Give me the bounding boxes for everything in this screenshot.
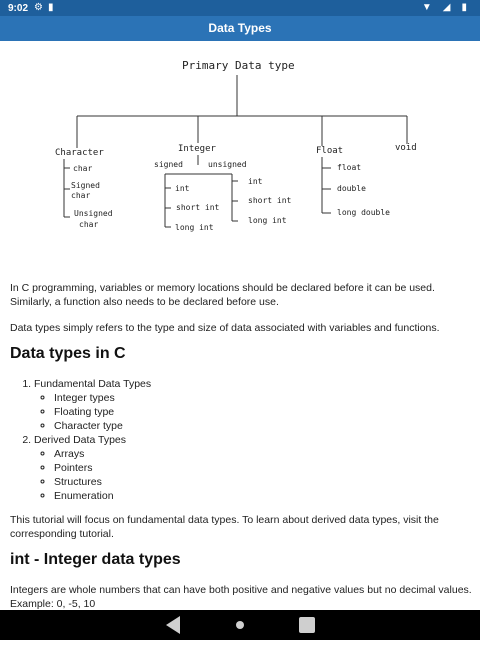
integer-label: Integer bbox=[178, 144, 216, 154]
signed-label: signed bbox=[154, 160, 183, 169]
signal-icon: ◢ bbox=[442, 2, 451, 13]
back-icon bbox=[166, 616, 180, 634]
diagram-title: Primary Data type bbox=[182, 59, 295, 72]
app-bar-title: Data Types bbox=[208, 21, 272, 35]
signed-item-short-int: short int bbox=[176, 203, 220, 212]
list-item: ◦ Enumeration bbox=[54, 489, 472, 503]
character-item-unsigned: Unsigned bbox=[74, 209, 113, 218]
status-bar bbox=[0, 0, 480, 16]
definition-paragraph: Data types simply refers to the type and size of data associated with variables and functions. bbox=[10, 322, 440, 334]
navigation-bar bbox=[0, 610, 480, 640]
content-scroll-area[interactable] bbox=[0, 41, 480, 610]
home-icon bbox=[236, 621, 244, 629]
character-item-char: char bbox=[73, 164, 93, 173]
signed-item-int: int bbox=[175, 184, 190, 193]
intro-paragraph: In C programming, variables or memory locations should be declared before it can be used. Similarly, a function also needs to be declared before use. bbox=[10, 282, 435, 308]
status-time: 9:02 bbox=[8, 2, 29, 14]
unsigned-label: unsigned bbox=[208, 160, 247, 169]
sd-card-icon: ▮ bbox=[47, 2, 54, 13]
data-type-diagram bbox=[0, 41, 480, 271]
list-item bbox=[34, 433, 472, 503]
unsigned-item-short-int: short int bbox=[248, 196, 292, 205]
focus-paragraph: This tutorial will focus on fundamental data types. To learn about derived data types, visit the corresponding tutorial. bbox=[10, 514, 439, 540]
unsigned-item-long-int: long int bbox=[248, 216, 287, 225]
list-item: ◦ Floating type bbox=[54, 405, 472, 419]
float-label: Float bbox=[316, 146, 344, 156]
character-item-signed-char: char bbox=[71, 191, 91, 200]
list-item-fundamental: Fundamental Data Types bbox=[34, 378, 152, 390]
data-types-list bbox=[34, 377, 472, 503]
float-item-long-double: long double bbox=[337, 208, 390, 217]
gear-icon: ⚙ bbox=[34, 2, 43, 13]
character-item-signed: Signed bbox=[71, 181, 100, 190]
recents-button[interactable] bbox=[297, 615, 317, 635]
unsigned-item-int: int bbox=[248, 177, 263, 186]
signed-item-long-int: long int bbox=[175, 223, 214, 232]
character-item-unsigned-char: char bbox=[79, 220, 99, 229]
battery-icon: ▮ bbox=[461, 2, 467, 13]
float-item-double: double bbox=[337, 184, 366, 193]
integers-paragraph: Integers are whole numbers that can have both positive and negative values but no decimal values. Example: 0, -5, 10 bbox=[10, 584, 472, 610]
wifi-icon: ▼ bbox=[421, 2, 432, 13]
list-item bbox=[34, 377, 472, 433]
app-bar bbox=[0, 16, 480, 41]
list-item: ◦ Character type bbox=[54, 419, 472, 433]
list-item: ◦ Structures bbox=[54, 475, 472, 489]
int-heading: int - Integer data types bbox=[10, 551, 181, 568]
article-body bbox=[10, 281, 472, 649]
list-item-derived: Derived Data Types bbox=[34, 434, 127, 446]
back-button[interactable] bbox=[163, 615, 183, 635]
list-item: ◦ Pointers bbox=[54, 461, 472, 475]
character-label: Character bbox=[55, 148, 104, 158]
float-item-float: float bbox=[337, 163, 362, 172]
list-item: ◦ Arrays bbox=[54, 447, 472, 461]
void-label: void bbox=[395, 143, 417, 153]
data-types-heading: Data types in C bbox=[10, 345, 126, 362]
list-item: ◦ Integer types bbox=[54, 391, 472, 405]
home-button[interactable] bbox=[230, 615, 250, 635]
recents-icon bbox=[299, 617, 315, 633]
